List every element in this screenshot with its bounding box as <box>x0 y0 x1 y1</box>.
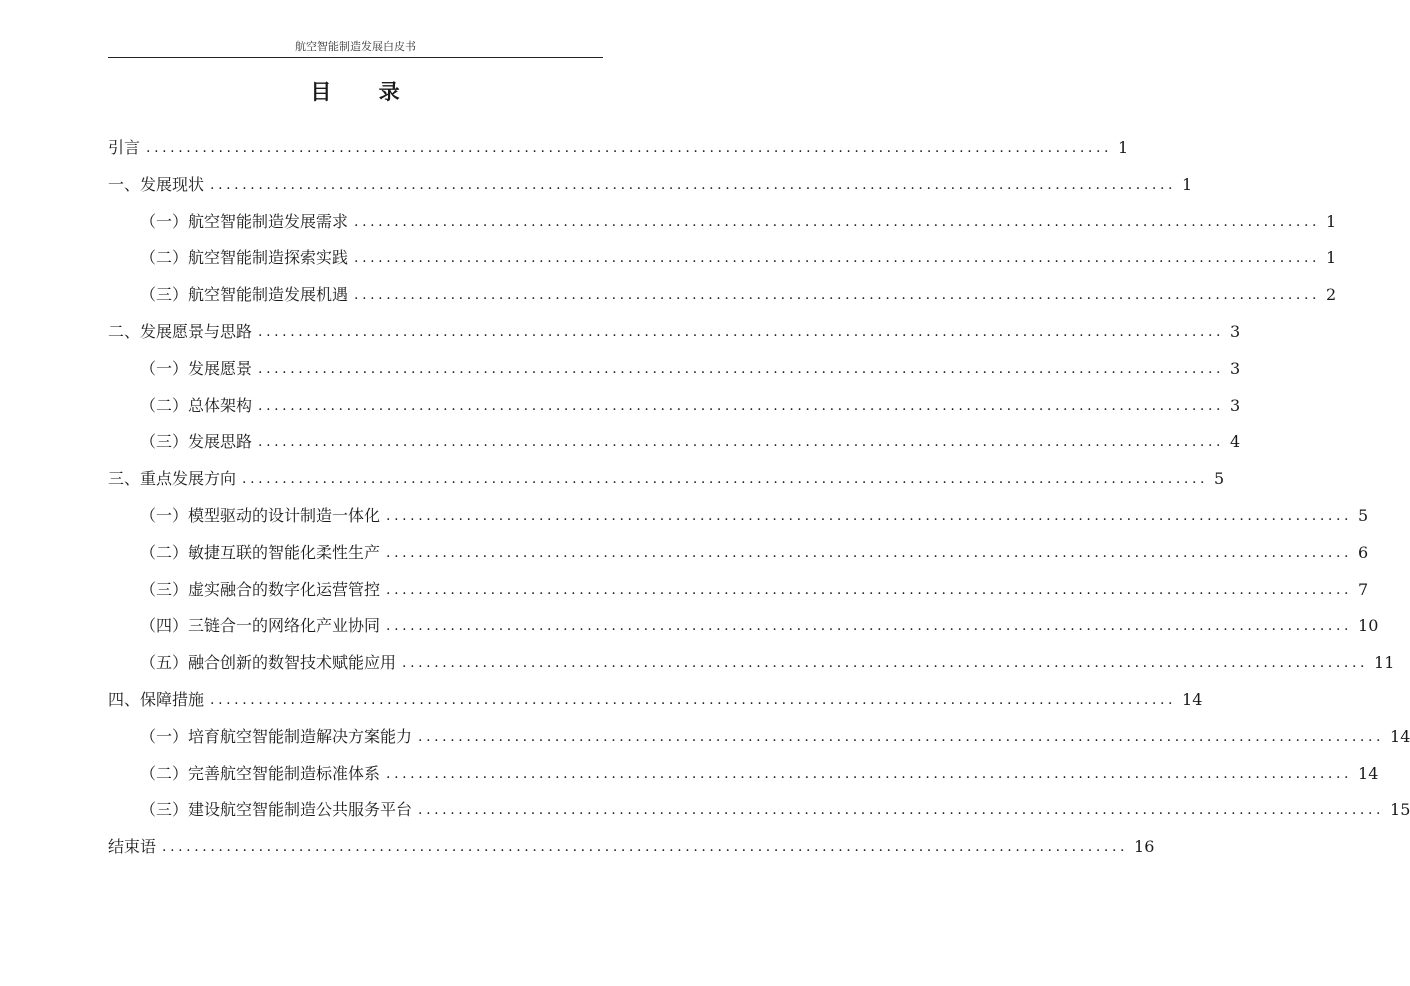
toc-entry-page: 1 <box>1182 174 1193 194</box>
toc-entry[interactable] <box>108 756 1379 793</box>
toc-entry-page: 2 <box>1326 285 1337 305</box>
toc-entry[interactable] <box>108 461 1225 498</box>
toc-leader: ........................................................................................................................ <box>210 176 1177 193</box>
toc-entry-page: 7 <box>1358 579 1369 599</box>
toc-entry-page: 3 <box>1230 358 1241 378</box>
toc-entry-page: 15 <box>1390 800 1410 820</box>
toc-entry-label: 一、发展现状 <box>108 174 205 194</box>
toc-entry-label: 引言 <box>108 138 141 157</box>
toc-entry-label: （三）发展思路 <box>140 432 253 452</box>
toc-entry-page: 1 <box>1118 138 1129 157</box>
toc-entry-label: （四）三链合一的网络化产业协同 <box>140 616 381 636</box>
toc-entry-page: 3 <box>1230 395 1241 415</box>
toc-leader: ........................................................................................................................ <box>354 287 1321 304</box>
toc-entry-label: （二）航空智能制造探索实践 <box>140 248 349 268</box>
toc-entry[interactable] <box>108 498 1369 535</box>
toc-entry-label: （一）模型驱动的设计制造一体化 <box>140 505 381 525</box>
toc-leader: ........................................................................................................................ <box>386 581 1353 598</box>
toc-leader: ........................................................................................................................ <box>258 323 1225 340</box>
toc-entry-page: 1 <box>1326 211 1337 231</box>
toc-leader: ........................................................................................................................ <box>386 544 1353 561</box>
table-of-contents <box>108 130 1410 866</box>
header-rule <box>108 57 603 58</box>
toc-entry[interactable] <box>108 608 1379 645</box>
toc-entry[interactable] <box>108 719 1410 756</box>
toc-entry-page: 14 <box>1390 726 1410 746</box>
toc-leader: ........................................................................................................................ <box>402 655 1369 672</box>
toc-entry[interactable] <box>108 388 1241 425</box>
toc-leader: ........................................................................................................................ <box>258 397 1225 414</box>
toc-entry[interactable] <box>108 240 1337 277</box>
toc-entry-label: （三）建设航空智能制造公共服务平台 <box>140 800 413 820</box>
toc-entry-page: 1 <box>1326 248 1337 268</box>
toc-entry-label: （三）航空智能制造发展机遇 <box>140 285 349 305</box>
toc-entry[interactable] <box>108 424 1241 461</box>
toc-entry[interactable] <box>108 204 1337 241</box>
toc-entry[interactable] <box>108 535 1369 572</box>
toc-entry-page: 14 <box>1182 689 1203 709</box>
toc-entry-label: （一）培育航空智能制造解决方案能力 <box>140 726 413 746</box>
toc-entry-page: 16 <box>1134 837 1155 857</box>
toc-entry[interactable] <box>108 277 1337 314</box>
toc-entry[interactable] <box>108 682 1203 719</box>
toc-leader: ........................................................................................................................ <box>418 728 1385 745</box>
toc-entry-label: 三、重点发展方向 <box>108 469 237 489</box>
toc-entry-label: （二）敏捷互联的智能化柔性生产 <box>140 542 381 562</box>
toc-entry-page: 3 <box>1230 321 1241 341</box>
toc-leader: ........................................................................................................................ <box>386 765 1353 782</box>
toc-entry[interactable] <box>108 167 1193 204</box>
toc-leader: ........................................................................................................................ <box>386 507 1353 524</box>
toc-entry-label: （二）完善航空智能制造标准体系 <box>140 763 381 783</box>
toc-entry-page: 10 <box>1358 616 1379 636</box>
toc-entry[interactable] <box>108 351 1241 388</box>
toc-entry[interactable] <box>108 572 1369 609</box>
toc-entry-page: 5 <box>1214 469 1225 489</box>
page-title: 目 录 <box>310 80 420 104</box>
toc-entry-label: 二、发展愿景与思路 <box>108 321 253 341</box>
toc-entry-label: （一）航空智能制造发展需求 <box>140 211 349 231</box>
toc-entry-label: （二）总体架构 <box>140 395 253 415</box>
toc-entry-page: 5 <box>1358 505 1369 525</box>
toc-entry-label: （三）虚实融合的数字化运营管控 <box>140 579 381 599</box>
toc-entry[interactable] <box>108 829 1155 866</box>
toc-entry[interactable] <box>108 314 1241 351</box>
toc-entry-label: （一）发展愿景 <box>140 358 253 378</box>
running-header: 航空智能制造发展白皮书 <box>295 40 416 53</box>
toc-leader: ........................................................................................................................ <box>258 360 1225 377</box>
toc-entry-label: 四、保障措施 <box>108 689 205 709</box>
toc-entry-page: 11 <box>1374 653 1395 673</box>
toc-entry-label: （五）融合创新的数智技术赋能应用 <box>140 653 397 673</box>
toc-entry-label: 结束语 <box>108 837 157 857</box>
toc-leader: ........................................................................................................................ <box>386 618 1353 635</box>
toc-leader: ........................................................................................................................ <box>210 691 1177 708</box>
toc-entry[interactable] <box>108 645 1395 682</box>
toc-entry-page: 14 <box>1358 763 1379 783</box>
toc-entry[interactable] <box>108 792 1410 829</box>
toc-leader: ........................................................................................................................ <box>242 471 1209 488</box>
toc-leader: ........................................................................................................................ <box>418 802 1385 819</box>
toc-leader: ........................................................................................................................ <box>146 140 1113 156</box>
toc-leader: ........................................................................................................................ <box>354 213 1321 230</box>
toc-leader: ........................................................................................................................ <box>162 839 1129 856</box>
toc-entry[interactable] <box>108 130 1129 167</box>
toc-entry-page: 4 <box>1230 432 1241 452</box>
toc-entry-page: 6 <box>1358 542 1369 562</box>
toc-leader: ........................................................................................................................ <box>354 250 1321 267</box>
toc-leader: ........................................................................................................................ <box>258 434 1225 451</box>
